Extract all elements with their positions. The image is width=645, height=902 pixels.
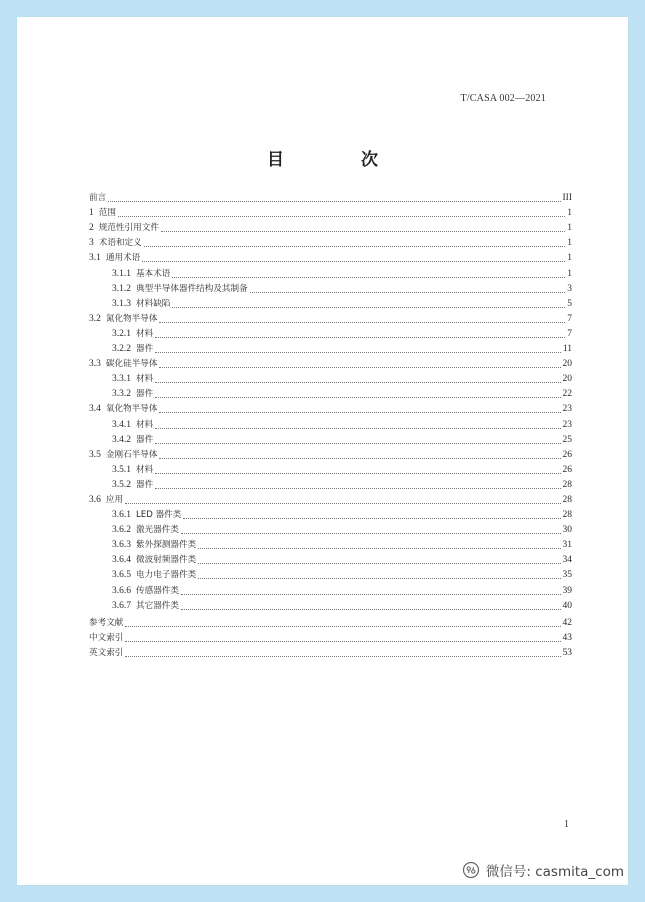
toc-entry-text: 基本术语 <box>136 268 171 279</box>
toc-entry-label <box>89 600 179 613</box>
toc-leader-dots <box>161 230 565 232</box>
toc-entry-page: III <box>562 193 572 204</box>
toc-entry-text: 材料 <box>136 419 154 430</box>
toc-entry-text: 器件 <box>136 479 154 490</box>
toc-entry-label <box>89 647 123 660</box>
toc-leader-dots <box>250 291 566 293</box>
toc-entry-page: 34 <box>562 555 572 566</box>
toc-entry[interactable] <box>89 645 572 660</box>
toc-entry-text: 氧化物半导体 <box>105 404 158 415</box>
toc-entry-text: 典型半导体器件结构及其制备 <box>136 283 248 294</box>
toc-entry[interactable] <box>89 296 572 311</box>
toc-entry[interactable] <box>89 341 572 356</box>
toc-leader-dots <box>172 276 565 278</box>
toc-leader-dots <box>159 457 560 459</box>
toc-entry-number: 3.5.2 <box>112 479 131 490</box>
toc-entry-label <box>89 464 153 477</box>
watermark <box>462 860 624 880</box>
toc-entry-label <box>89 434 153 447</box>
table-of-contents <box>89 190 572 660</box>
toc-entry-text: 范围 <box>98 208 116 219</box>
toc-entry-number: 3.2.1 <box>112 328 131 339</box>
toc-entry[interactable] <box>89 432 572 447</box>
toc-entry-label <box>89 252 140 265</box>
toc-entry[interactable] <box>89 250 572 265</box>
toc-entry-text: 材料 <box>136 464 154 475</box>
toc-entry-page: 23 <box>562 419 572 430</box>
toc-entry[interactable] <box>89 401 572 416</box>
toc-entry-number: 3.3.2 <box>112 389 131 400</box>
toc-entry[interactable] <box>89 447 572 462</box>
toc-entry-label <box>89 585 179 598</box>
toc-entry[interactable] <box>89 356 572 371</box>
toc-leader-dots <box>125 625 560 627</box>
toc-leader-dots <box>198 562 560 564</box>
toc-entry-page: 28 <box>562 494 572 505</box>
toc-entry-text: LED 器件类 <box>136 510 182 521</box>
toc-entry-text: 器件 <box>136 344 154 355</box>
toc-entry-page: 23 <box>562 404 572 415</box>
toc-entry-page: 39 <box>562 585 572 596</box>
toc-entry-number: 3.6.3 <box>112 540 131 551</box>
toc-entry-label <box>89 509 181 522</box>
toc-leader-dots <box>155 442 560 444</box>
toc-entry-text: 紫外探测器件类 <box>136 540 197 551</box>
toc-entry-label <box>89 283 248 296</box>
toc-leader-dots <box>155 396 560 398</box>
toc-entry-label <box>89 403 157 416</box>
toc-entry-number: 3.1.3 <box>112 298 131 309</box>
toc-leader-dots <box>155 351 561 353</box>
toc-entry-label <box>89 237 142 250</box>
toc-entry[interactable] <box>89 630 572 645</box>
watermark-text: 微信号: casmita_com <box>485 864 624 880</box>
toc-entry-text: 前言 <box>89 193 107 204</box>
toc-entry-page: 7 <box>567 313 572 324</box>
toc-entry-text: 电力电子器件类 <box>136 570 197 581</box>
toc-leader-dots <box>183 517 560 519</box>
toc-entry[interactable] <box>89 190 572 205</box>
toc-entry-text: 器件 <box>136 389 154 400</box>
toc-entry-page: 20 <box>562 359 572 370</box>
toc-leader-dots <box>125 655 560 657</box>
toc-entry-page: 22 <box>562 389 572 400</box>
toc-entry-number: 3.6.4 <box>112 555 131 566</box>
toc-entry-text: 英文索引 <box>89 647 124 658</box>
toc-leader-dots <box>159 366 560 368</box>
toc-entry-text: 材料缺陷 <box>136 298 171 309</box>
toc-leader-dots <box>108 200 560 202</box>
toc-entry-text: 术语和定义 <box>98 238 142 249</box>
toc-entry[interactable] <box>89 235 572 250</box>
toc-entry[interactable] <box>89 416 572 431</box>
toc-leader-dots <box>118 215 565 217</box>
toc-entry[interactable] <box>89 281 572 296</box>
toc-entry-page: 20 <box>562 374 572 385</box>
toc-entry[interactable] <box>89 615 572 630</box>
toc-entry-page: 26 <box>562 464 572 475</box>
toc-entry-label <box>89 343 153 356</box>
toc-entry-number: 3 <box>89 238 94 249</box>
toc-entry-page: 26 <box>562 449 572 460</box>
toc-entry[interactable] <box>89 477 572 492</box>
toc-entry-text: 器件 <box>136 434 154 445</box>
toc-entry-number: 3.4.1 <box>112 419 131 430</box>
toc-entry-number: 3.5 <box>89 449 101 460</box>
toc-entry-number: 3.3 <box>89 359 101 370</box>
toc-entry-text: 规范性引用文件 <box>98 223 159 234</box>
toc-entry-page: 40 <box>562 600 572 611</box>
toc-entry-page: 1 <box>567 253 572 264</box>
toc-entry-label <box>89 569 196 582</box>
toc-leader-dots <box>155 487 560 489</box>
toc-entry[interactable] <box>89 462 572 477</box>
toc-entry-page: 1 <box>567 238 572 249</box>
toc-entry[interactable] <box>89 371 572 386</box>
toc-leader-dots <box>181 532 561 534</box>
toc-entry-text: 氮化物半导体 <box>105 313 158 324</box>
toc-entry-page: 35 <box>562 570 572 581</box>
toc-entry-number: 3.6.1 <box>112 510 131 521</box>
toc-entry-number: 3.1.2 <box>112 283 131 294</box>
toc-leader-dots <box>125 502 560 504</box>
toc-entry-text: 材料 <box>136 374 154 385</box>
toc-leader-dots <box>125 640 560 642</box>
toc-entry-label <box>89 449 157 462</box>
toc-entry-page: 7 <box>567 328 572 339</box>
toc-entry[interactable] <box>89 205 572 220</box>
toc-entry[interactable] <box>89 582 572 597</box>
toc-leader-dots <box>181 593 561 595</box>
toc-entry-page: 43 <box>562 632 572 643</box>
toc-entry-number: 3.6.2 <box>112 525 131 536</box>
toc-leader-dots <box>159 321 565 323</box>
toc-leader-dots <box>144 245 566 247</box>
toc-entry-label <box>89 494 123 507</box>
toc-entry[interactable] <box>89 220 572 235</box>
toc-entry-page: 28 <box>562 479 572 490</box>
toc-entry-page: 1 <box>567 268 572 279</box>
toc-entry[interactable] <box>89 386 572 401</box>
toc-leader-dots <box>159 411 560 413</box>
toc-entry-text: 其它器件类 <box>136 600 179 611</box>
toc-leader-dots <box>172 306 565 308</box>
toc-entry-label <box>89 328 153 341</box>
toc-entry[interactable] <box>89 552 572 567</box>
toc-entry-text: 中文索引 <box>89 632 124 643</box>
wechat-icon <box>462 861 480 879</box>
toc-entry[interactable] <box>89 598 572 613</box>
toc-entry-number: 1 <box>89 208 94 219</box>
toc-entry-label <box>89 207 116 220</box>
toc-entry-label <box>89 222 159 235</box>
toc-entry-label <box>89 479 153 492</box>
toc-entry-label <box>89 298 170 311</box>
toc-entry[interactable] <box>89 311 572 326</box>
toc-entry-text: 碳化硅半导体 <box>105 359 158 370</box>
toc-entry-text: 参考文献 <box>89 617 124 628</box>
toc-entry-label <box>89 268 170 281</box>
toc-leader-dots <box>198 547 560 549</box>
toc-entry-number: 3.1 <box>89 253 101 264</box>
toc-leader-dots <box>181 608 561 610</box>
toc-entry[interactable] <box>89 522 572 537</box>
toc-entry-page: 30 <box>562 525 572 536</box>
toc-entry-text: 激光器件类 <box>136 525 179 536</box>
toc-entry-page: 1 <box>567 208 572 219</box>
toc-leader-dots <box>155 336 565 338</box>
page-number: 1 <box>564 819 569 830</box>
toc-entry-number: 3.2 <box>89 313 101 324</box>
page-title: 目 次 <box>267 150 408 170</box>
toc-entry-number: 3.6 <box>89 494 101 505</box>
toc-entry-page: 53 <box>562 647 572 658</box>
toc-entry-number: 3.6.7 <box>112 600 131 611</box>
toc-entry[interactable] <box>89 537 572 552</box>
toc-entry-page: 1 <box>567 223 572 234</box>
toc-entry-number: 3.4 <box>89 404 101 415</box>
toc-entry-number: 2 <box>89 223 94 234</box>
toc-entry-number: 3.2.2 <box>112 344 131 355</box>
toc-entry-page: 11 <box>562 344 572 355</box>
toc-entry[interactable] <box>89 265 572 280</box>
toc-entry-number: 3.5.1 <box>112 464 131 475</box>
toc-leader-dots <box>142 260 565 262</box>
toc-entry-label <box>89 313 157 326</box>
toc-entry-number: 3.4.2 <box>112 434 131 445</box>
toc-entry-label <box>89 358 157 371</box>
toc-entry-text: 传感器件类 <box>136 585 179 596</box>
toc-entry-label <box>89 632 123 645</box>
toc-entry-number: 3.1.1 <box>112 268 131 279</box>
toc-entry-text: 金刚石半导体 <box>105 449 158 460</box>
toc-entry-text: 材料 <box>136 328 154 339</box>
toc-entry-number: 3.6.6 <box>112 585 131 596</box>
toc-entry-label <box>89 373 153 386</box>
toc-entry-label <box>89 554 196 567</box>
toc-entry[interactable] <box>89 567 572 582</box>
toc-entry[interactable] <box>89 326 572 341</box>
toc-leader-dots <box>198 577 560 579</box>
toc-leader-dots <box>155 427 560 429</box>
toc-leader-dots <box>155 381 560 383</box>
toc-entry-label <box>89 388 153 401</box>
toc-entry-page: 28 <box>562 510 572 521</box>
toc-entry-number: 3.6.5 <box>112 570 131 581</box>
toc-entry-label <box>89 539 196 552</box>
toc-entry-label <box>89 524 179 537</box>
toc-entry-text: 应用 <box>105 494 124 505</box>
toc-entry-text: 微波射频器件类 <box>136 555 197 566</box>
toc-entry-text: 通用术语 <box>105 253 141 264</box>
toc-entry-label <box>89 192 106 205</box>
toc-entry-label <box>89 617 123 630</box>
document-page <box>17 17 628 885</box>
toc-entry[interactable] <box>89 507 572 522</box>
toc-entry-number: 3.3.1 <box>112 374 131 385</box>
toc-entry-label <box>89 419 153 432</box>
toc-entry-page: 42 <box>562 617 572 628</box>
standard-code: T/CASA 002—2021 <box>460 93 546 104</box>
toc-entry[interactable] <box>89 492 572 507</box>
toc-leader-dots <box>155 472 560 474</box>
toc-entry-page: 31 <box>562 540 572 551</box>
toc-entry-page: 5 <box>567 298 572 309</box>
toc-entry-page: 3 <box>567 283 572 294</box>
toc-entry-page: 25 <box>562 434 572 445</box>
